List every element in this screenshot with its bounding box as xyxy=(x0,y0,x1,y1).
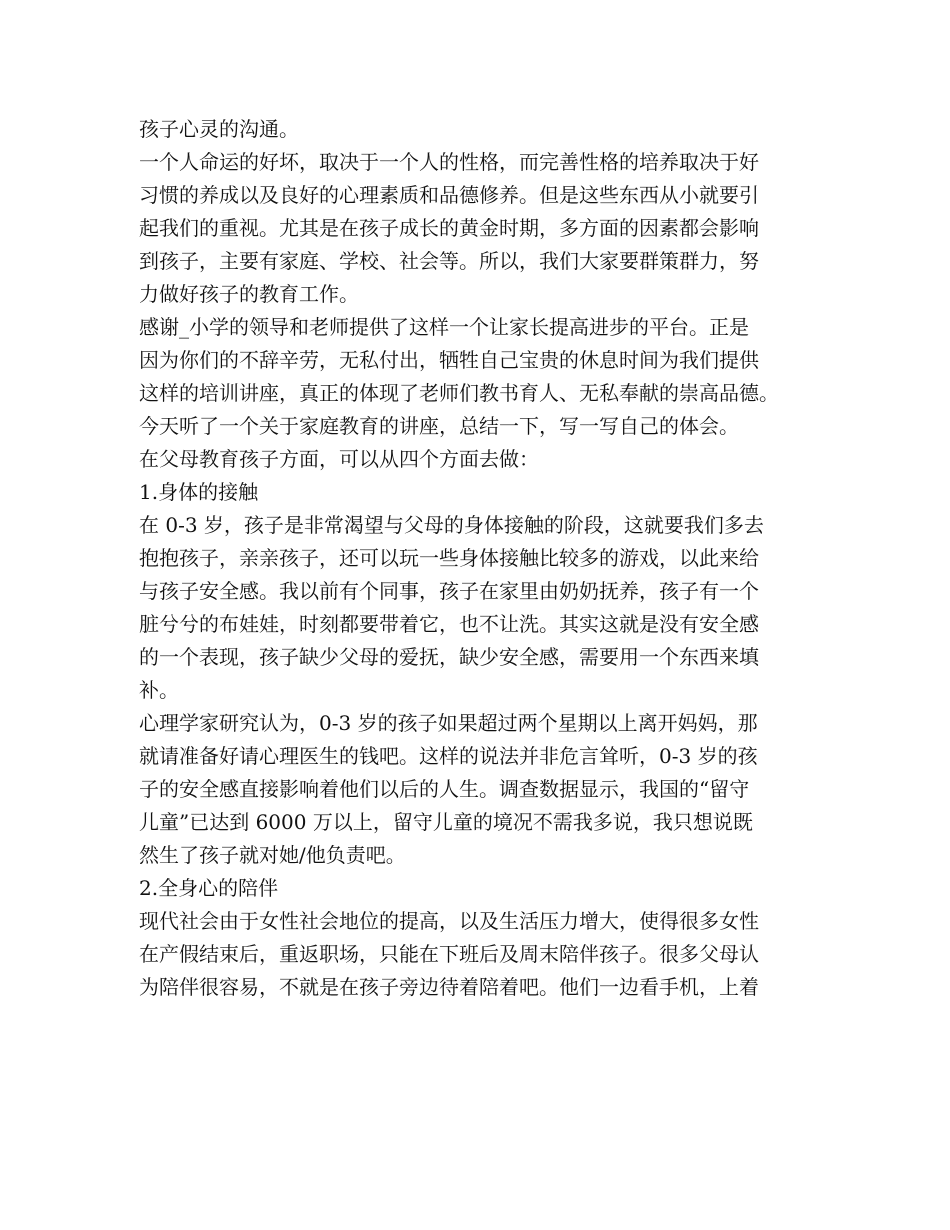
text-line: 的一个表现，孩子缺少父母的爱抚，缺少安全感，需要用一个东西来填 xyxy=(139,645,759,669)
text-line: 到孩子，主要有家庭、学校、社会等。所以，我们大家要群策群力，努 xyxy=(139,249,759,273)
text-line: 与孩子安全感。我以前有个同事，孩子在家里由奶奶抚养，孩子有一个 xyxy=(139,579,759,603)
text-line: 补。 xyxy=(139,678,179,702)
document-body xyxy=(139,113,829,1004)
text-line: 习惯的养成以及良好的心理素质和品德修养。但是这些东西从小就要引 xyxy=(139,183,759,207)
text-line: 一个人命运的好坏，取决于一个人的性格，而完善性格的培养取决于好 xyxy=(139,150,759,174)
text-line: 在父母教育孩子方面，可以从四个方面去做： xyxy=(139,447,539,471)
text-line: 孩子心灵的沟通。 xyxy=(139,117,299,141)
section-heading: 2.全身心的陪伴 xyxy=(139,876,279,900)
text-line: 子的安全感直接影响着他们以后的人生。调查数据显示，我国的“留守 xyxy=(139,777,750,801)
text-line: 今天听了一个关于家庭教育的讲座，总结一下，写一写自己的体会。 xyxy=(139,414,739,438)
section-heading: 1.身体的接触 xyxy=(139,480,259,504)
text-line: 在 0-3 岁，孩子是非常渴望与父母的身体接触的阶段，这就要我们多去 xyxy=(139,513,764,537)
text-line: 力做好孩子的教育工作。 xyxy=(139,282,359,306)
text-line: 脏兮兮的布娃娃，时刻都要带着它，也不让洗。其实这就是没有安全感 xyxy=(139,612,759,636)
text-line: 因为你们的不辞辛劳，无私付出，牺牲自己宝贵的休息时间为我们提供 xyxy=(139,348,759,372)
text-line: 儿童”已达到 6000 万以上，留守儿童的境况不需我多说，我只想说既 xyxy=(139,810,753,834)
text-line: 然生了孩子就对她/他负责吧。 xyxy=(139,843,406,867)
text-line: 现代社会由于女性社会地位的提高，以及生活压力增大，使得很多女性 xyxy=(139,909,759,933)
text-line: 心理学家研究认为，0-3 岁的孩子如果超过两个星期以上离开妈妈，那 xyxy=(139,711,758,735)
text-line: 抱抱孩子，亲亲孩子，还可以玩一些身体接触比较多的游戏，以此来给 xyxy=(139,546,759,570)
text-line: 为陪伴很容易，不就是在孩子旁边待着陪着吧。他们一边看手机，上着 xyxy=(139,975,759,999)
text-line: 这样的培训讲座，真正的体现了老师们教书育人、无私奉献的崇高品德。 xyxy=(139,381,779,405)
text-line: 感谢_小学的领导和老师提供了这样一个让家长提高进步的平台。正是 xyxy=(139,315,749,339)
text-line: 在产假结束后，重返职场，只能在下班后及周末陪伴孩子。很多父母认 xyxy=(139,942,759,966)
text-line: 就请准备好请心理医生的钱吧。这样的说法并非危言耸听，0-3 岁的孩 xyxy=(139,744,758,768)
text-line: 起我们的重视。尤其是在孩子成长的黄金时期，多方面的因素都会影响 xyxy=(139,216,759,240)
